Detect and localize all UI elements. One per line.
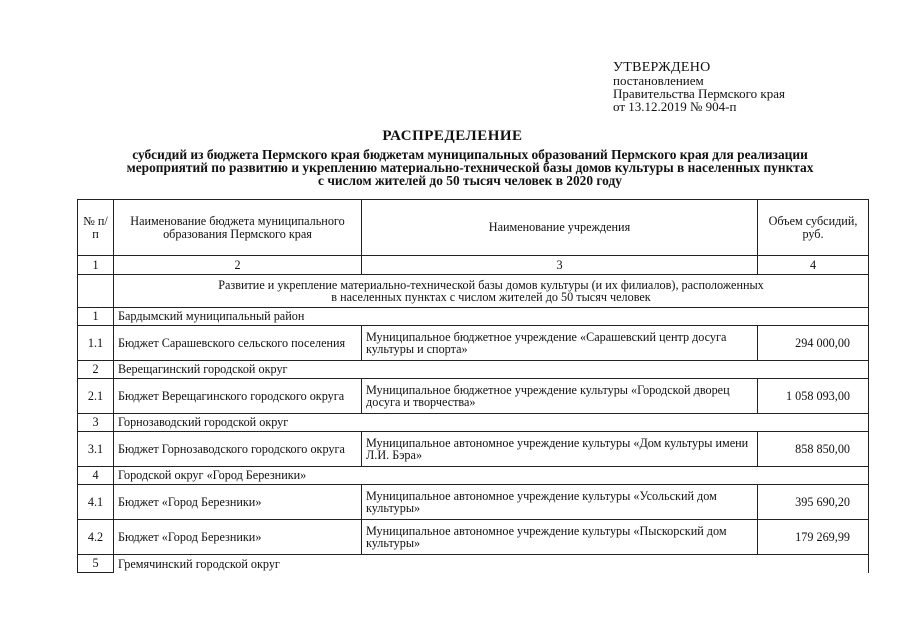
row-num: 1.1 [78,326,114,361]
row-district: Верещагинский городской округ [114,361,869,379]
row-budget: Бюджет «Город Березники» [114,485,362,520]
row-institution: Муниципальное автономное учреждение культуры «Пыскорский дом культуры» [362,520,758,555]
approval-line-3: Правительства Пермского края [613,86,785,101]
section-title-line-1: Развитие и укрепление материально-технической базы домов культуры (и их филиалов), расположенных [218,277,764,292]
subtitle-line-2: мероприятий по развитию и укреплению материально-технической базы домов культуры в населенных пунктах [126,160,814,175]
col-number-3: 3 [362,256,758,275]
subtitle-line-1: субсидий из бюджета Пермского края бюджетам муниципальных образований Пермского края для реализации [132,147,808,162]
row-institution: Муниципальное автономное учреждение культуры «Усольский дом культуры» [362,485,758,520]
row-institution: Муниципальное автономное учреждение культуры «Дом культуры имени Л.И. Бэра» [362,432,758,467]
table-row [78,308,869,326]
row-district: Городской округ «Город Березники» [114,467,869,485]
row-budget: Бюджет Верещагинского городского округа [114,379,362,414]
row-district: Горнозаводский городской округ [114,414,869,432]
row-num: 4.2 [78,520,114,555]
row-num: 5 [78,555,114,573]
table-row [78,326,869,361]
document-title: РАСПРЕДЕЛЕНИЕ [382,128,523,144]
row-num: 4 [78,467,114,485]
table-header-row [78,200,869,256]
header-institution: Наименование учреждения [362,200,758,256]
row-num: 3.1 [78,432,114,467]
row-num: 2.1 [78,379,114,414]
row-amount: 395 690,20 [758,485,869,520]
section-row [78,275,869,308]
header-budget: Наименование бюджета муниципального образования Пермского края [114,200,362,256]
table-row [78,361,869,379]
header-num: № п/п [78,200,114,256]
col-number-1: 1 [78,256,114,275]
section-title [114,275,869,308]
header-amount: Объем субсидий, руб. [758,200,869,256]
row-institution: Муниципальное бюджетное учреждение «Сарашевский центр досуга культуры и спорта» [362,326,758,361]
approval-stamp [613,61,873,113]
subtitle-line-3: с числом жителей до 50 тысяч человек в 2020 году [318,173,622,188]
row-num: 2 [78,361,114,379]
row-num: 1 [78,308,114,326]
approval-line-4: от 13.12.2019 № 904-п [613,99,737,114]
row-district: Бардымский муниципальный район [114,308,869,326]
table-row [78,414,869,432]
row-budget: Бюджет «Город Березники» [114,520,362,555]
approval-heading: УТВЕРЖДЕНО [613,60,711,75]
section-title-line-2: в населенных пунктах с числом жителей до 50 тысяч человек [331,290,651,304]
row-amount: 1 058 093,00 [758,379,869,414]
row-district: Гремячинский городской округ [114,555,869,573]
table-row [78,555,869,573]
col-number-4: 4 [758,256,869,275]
col-number-2: 2 [114,256,362,275]
table-row [78,485,869,520]
row-num: 3 [78,414,114,432]
row-budget: Бюджет Горнозаводского городского округа [114,432,362,467]
row-amount: 858 850,00 [758,432,869,467]
row-amount: 294 000,00 [758,326,869,361]
table-row [78,520,869,555]
subsidy-table [77,199,869,573]
row-institution: Муниципальное бюджетное учреждение культуры «Городской дворец досуга и творчества» [362,379,758,414]
table-row [78,432,869,467]
column-number-row [78,256,869,275]
row-num: 4.1 [78,485,114,520]
document-subtitle [72,148,868,187]
row-amount: 179 269,99 [758,520,869,555]
table-row [78,467,869,485]
table-row [78,379,869,414]
approval-line-2: постановлением [613,73,704,88]
row-budget: Бюджет Сарашевского сельского поселения [114,326,362,361]
